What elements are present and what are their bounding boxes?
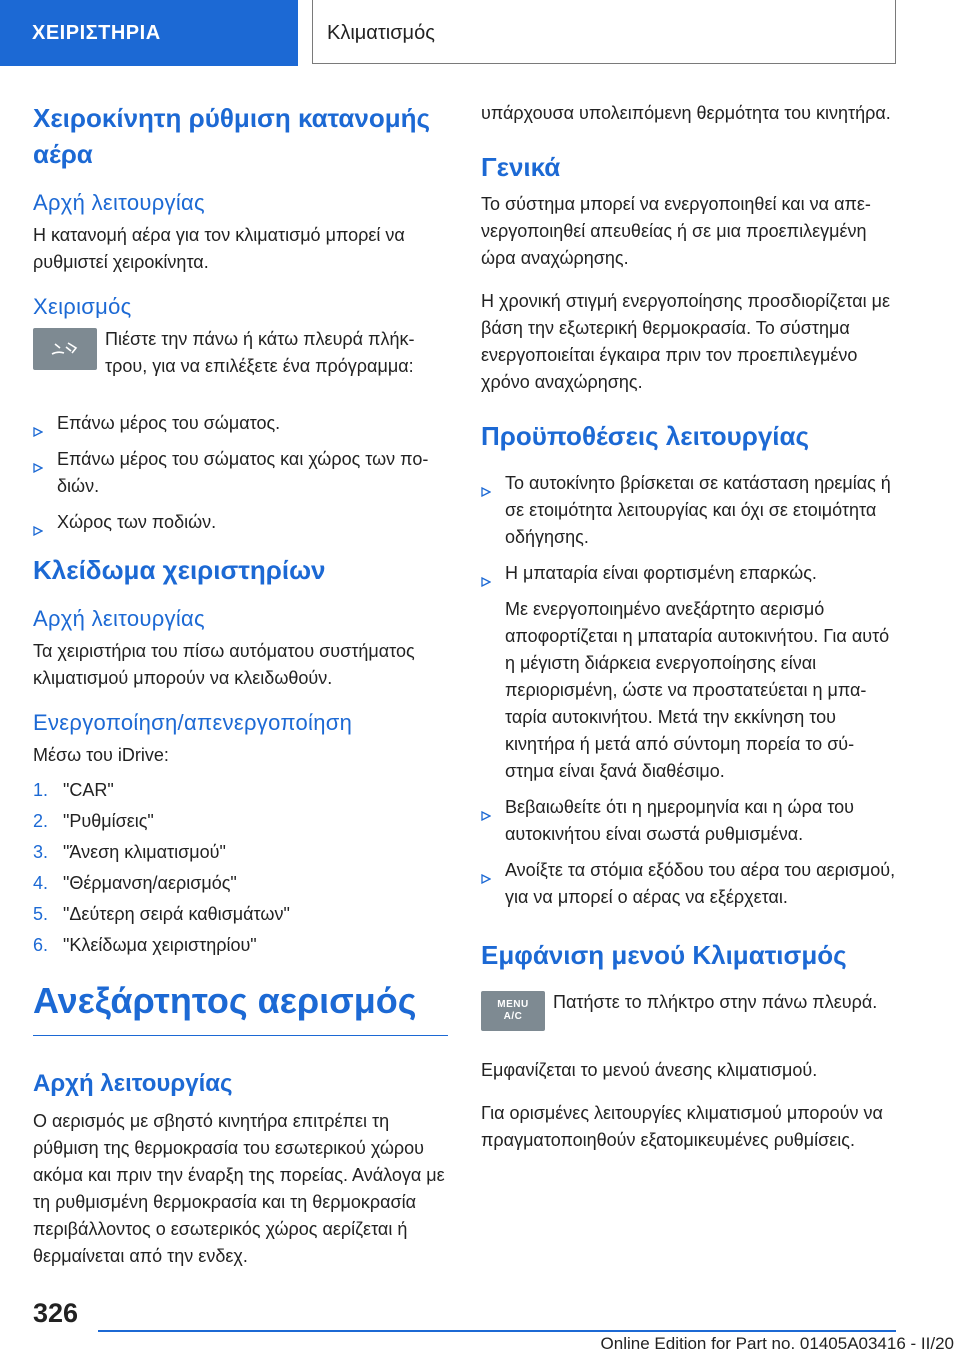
- idrive-steps: [33, 777, 448, 959]
- chapter-tab[interactable]: Κλιματισμός: [312, 0, 896, 64]
- page-number: 326: [33, 1298, 79, 1328]
- press-instruction: Πατήστε το πλήκτρο στην πάνω πλευρά.: [553, 992, 878, 1012]
- page-header: [0, 0, 960, 66]
- list-item: Βεβαιωθείτε ότι η ημερομηνία και η ώρα του αυτοκινήτου είναι σωστά ρυθμισμένα.: [481, 794, 896, 848]
- triangle-bullet-icon: [33, 517, 43, 527]
- step-item: 1. "CAR": [33, 780, 114, 800]
- air-distribution-key-icon: [33, 328, 97, 370]
- step-item: 6. "Κλείδωμα χειριστηρίου": [33, 935, 257, 955]
- heading-climate-menu: Εμφάνιση μενού Κλιματισμός: [481, 940, 847, 970]
- list-item: Η μπαταρία είναι φορτισμένη επαρκώς. Με ενεργοποιημένο ανεξάρτητο αερισμό αποφορτίζεται η μπαταρία αυτοκινήτου. Για αυτό η μέγιστη διάρκεια ενεργοποίησης είναι περιορισμένη, ώστε να προστατεύεται η μπαταρία αυτοκινήτου. Μετά την εκκίνηση του κινητήρα ή μετά από σύντομη πορεία το σύστημα είναι ξανά διαθέσιμο.: [481, 560, 896, 785]
- list-item: Επάνω μέρος του σώματος και χώρος των ποδιών.: [33, 446, 448, 500]
- subheading-principle: Αρχή λειτουργίας: [33, 606, 205, 631]
- instruction-with-icon: [481, 989, 896, 1037]
- paragraph: υπάρχουσα υπολειπόμενη θερμότητα του κινητήρα.: [481, 103, 891, 123]
- footer-edition: Online Edition for Part no. 01405A03416 - II/20: [600, 1334, 954, 1353]
- prerequisite-list: [481, 470, 896, 911]
- step-item: 3. "Άνεση κλιματισμού": [33, 842, 226, 862]
- menu-ac-key-icon: MENU A/C: [481, 991, 545, 1031]
- triangle-bullet-icon: [481, 568, 491, 578]
- instruction-with-icon: [33, 326, 448, 390]
- paragraph: Εμφανίζεται το μενού άνεσης κλιματισμού.: [481, 1060, 818, 1080]
- heading-general: Γενικά: [481, 152, 561, 182]
- heading-manual-air-distribution: Χειροκίνητη ρύθμιση κατανομής αέρα: [33, 103, 431, 169]
- triangle-bullet-icon: [33, 418, 43, 428]
- press-instruction: Πιέστε την πάνω ή κάτω πλευρά πλήκτρου, για να επιλέξετε ένα πρόγραμμα:: [105, 329, 415, 376]
- list-item: Χώρος των ποδιών.: [33, 509, 448, 536]
- paragraph: Για ορισμένες λειτουργίες κλιματισμού μπορούν να πραγματοποιηθούν εξατομικευμένες ρυθμίσεις.: [481, 1103, 883, 1150]
- heading-prerequisites: Προϋποθέσεις λειτουργίας: [481, 421, 810, 451]
- step-item: 2. "Ρυθμίσεις": [33, 811, 154, 831]
- triangle-bullet-icon: [481, 802, 491, 812]
- triangle-bullet-icon: [33, 454, 43, 464]
- paragraph: Η κατανομή αέρα για τον κλιματισμό μπορεί να ρυθμιστεί χειροκίνητα.: [33, 225, 405, 272]
- list-item-note: Με ενεργοποιημένο ανεξάρτητο αερισμό αποφορτίζεται η μπαταρία αυτοκινήτου. Για αυτό η μέγιστη διάρκεια ενεργοποίησης είναι περιορισμένη, ώστε να προστατεύεται η μπαταρία αυτοκινήτου. Μετά την εκκίνηση του κινητήρα ή μετά από σύντομη πορεία το σύστημα είναι ξανά διαθέσιμο.: [505, 599, 890, 781]
- heading-independent-ventilation: Ανεξάρτητος αερισμός: [33, 979, 448, 1036]
- step-item: 4. "Θέρμανση/αερισμός": [33, 873, 237, 893]
- list-item: Ανοίξτε τα στόμια εξόδου του αέρα του αερισμού, για να μπορεί ο αέρας να εξέρχεται.: [481, 857, 896, 911]
- paragraph: Η χρονική στιγμή ενεργοποίησης προσδιορίζεται με βάση την εξωτερική θερμοκρασία. Το σύστημα ενεργοποιείται έγκαιρα πριν τον προεπιλεγμένο χρόνο αναχώρησης.: [481, 291, 890, 392]
- heading-lock-controls: Κλείδωμα χειριστηρίων: [33, 555, 326, 585]
- paragraph: Μέσω του iDrive:: [33, 745, 169, 765]
- list-item: Το αυτοκίνητο βρίσκεται σε κατάσταση ηρεμίας ή σε ετοιμότητα λειτουργίας και όχι σε ετοιμότητα οδήγησης.: [481, 470, 896, 551]
- subheading-operation: Χειρισμός: [33, 294, 132, 319]
- paragraph: Το σύστημα μπορεί να ενεργοποιηθεί και να απενεργοποιηθεί απευθείας ή σε μια προεπιλεγμένη ώρα αναχώρησης.: [481, 194, 871, 268]
- subheading-principle: Αρχή λειτουργίας: [33, 190, 205, 215]
- list-item: Επάνω μέρος του σώματος.: [33, 410, 448, 437]
- triangle-bullet-icon: [481, 478, 491, 488]
- triangle-bullet-icon: [481, 865, 491, 875]
- right-column: [481, 100, 896, 1170]
- left-column: [33, 100, 448, 1286]
- section-tab[interactable]: ΧΕΙΡΙΣΤΗΡΙΑ: [0, 0, 298, 66]
- heading-principle: Αρχή λειτουργίας: [33, 1070, 233, 1097]
- paragraph: Τα χειριστήρια του πίσω αυτόματου συστήματος κλιματισμού μπορούν να κλειδωθούν.: [33, 641, 415, 688]
- program-list: [33, 410, 448, 536]
- subheading-toggle: Ενεργοποίηση/απενεργοποίηση: [33, 710, 353, 735]
- step-item: 5. "Δεύτερη σειρά καθισμάτων": [33, 904, 290, 924]
- footer-divider: [98, 1330, 896, 1332]
- paragraph: Ο αερισμός με σβηστό κινητήρα επιτρέπει τη ρύθμιση της θερμοκρασία του εσωτερικού χώρου ακόμα και πριν την έναρξη της πορείας. Ανάλογα με τη ρυθμισμένη θερμοκρασία και τη θερμοκρασία περιβάλλοντος ο εσωτερικός χώρος αερίζεται ή θερμαίνεται από την ενδεχ.: [33, 1111, 445, 1266]
